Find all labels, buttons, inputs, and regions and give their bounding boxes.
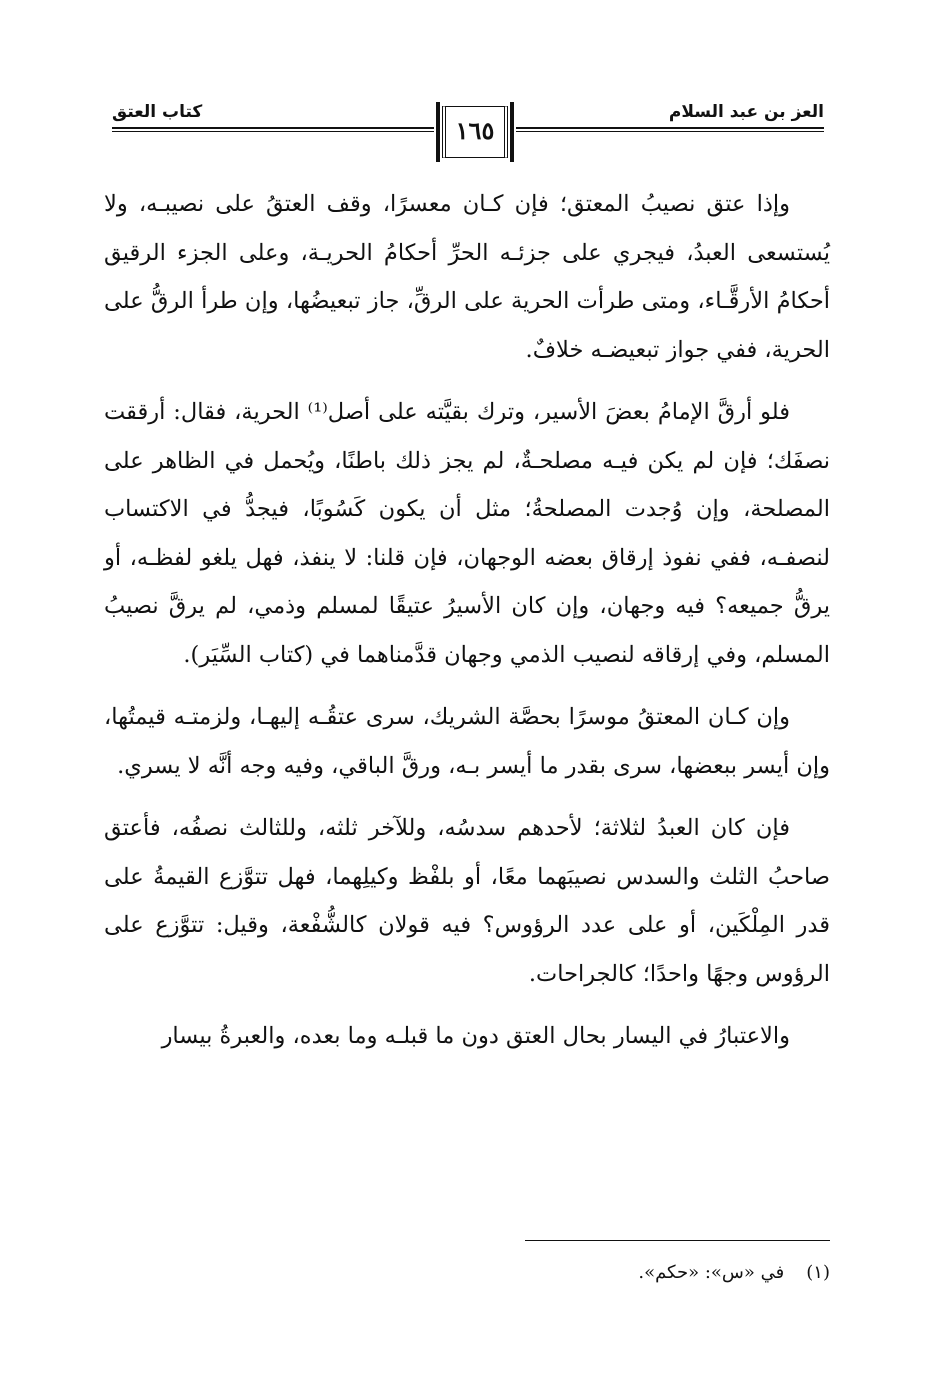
footnote [638, 1262, 830, 1283]
header-author: العز بن عبد السلام [668, 102, 824, 122]
paragraph-5: والاعتبارُ في اليسار بحال العتق دون ما قبلـه وما بعده، والعبرةُ بيسار [161, 1023, 790, 1049]
footnote-number: (١) [806, 1262, 830, 1283]
header-book-section: كتاب العتق [112, 102, 203, 122]
paragraph-1: وإذا عتق نصيبُ المعتق؛ فإن كـان معسرًا، وقف العتقُ على نصيبـه، ولا يُستسعى العبدُ، فيجري على جزئـه الحرِّ أحكامُ الحريـة، وعلى الجزء الرقيق أحكامُ الأرقَّـاء، ومتى طرأت الحرية على الرقِّ، جاز تبعيضُها، وإن طرأ الرقُّ على الحرية، ففي جواز تبعيضـه خلافٌ. [104, 191, 830, 363]
running-header [112, 100, 824, 170]
footnote-text: في «س»: «حكم». [638, 1262, 785, 1283]
footnote-separator [525, 1240, 830, 1241]
page-number: ١٦٥ [455, 116, 495, 145]
main-text [104, 180, 830, 1075]
page-number-box [434, 102, 516, 162]
paragraph-4: فإن كان العبدُ لثلاثة؛ لأحدهم سدسُه، وللآخر ثلثه، وللثالث نصفُه، فأعتق صاحبُ الثلث والسدس نصيبَهما معًا، أو بلفْظ وكيلِهما، فهل تتوَّزع القيمةُ على قدر المِلْكَين، أو على عدد الرؤوس؟ فيه قولان كالشُّفْعة، وقيل: تتوَّزع على الرؤوس وجهًا واحدًا؛ كالجراحات. [104, 815, 830, 987]
paragraph-2: فلو أرقَّ الإمامُ بعضَ الأسير، وترك بقيَّته على أصل⁽¹⁾ الحرية، فقال: أرققت نصفَك؛ فإن لم يكن فيـه مصلحـةٌ، لم يجز ذلك باطنًا، ويُحمل في الظاهر على المصلحة، وإن وُجدت المصلحةُ؛ مثل أن يكون كَسُوبًا، فيجدُّ في الاكتساب لنصفـه، ففي نفوذ إرقاق بعضه الوجهان، فإن قلنا: لا ينفذ، فهل يلغو لفظـه، أو يرقُّ جميعه؟ فيه وجهان، وإن كان الأسيرُ عتيقًا لمسلم وذمي، لم يرقَّ نصيبُ المسلم، وفي إرقاقه لنصيب الذمي وجهان قدَّمناهما في (كتاب السِّيَر). [104, 399, 830, 668]
paragraph-3: وإن كـان المعتقُ موسرًا بحصَّة الشريك، سرى عتقُـه إليهـا، ولزمتـه قيمتُها، وإن أيسر ببعضها، سرى بقدر ما أيسر بـه، ورقَّ الباقي، وفيه وجه أنَّه لا يسري. [104, 704, 830, 779]
